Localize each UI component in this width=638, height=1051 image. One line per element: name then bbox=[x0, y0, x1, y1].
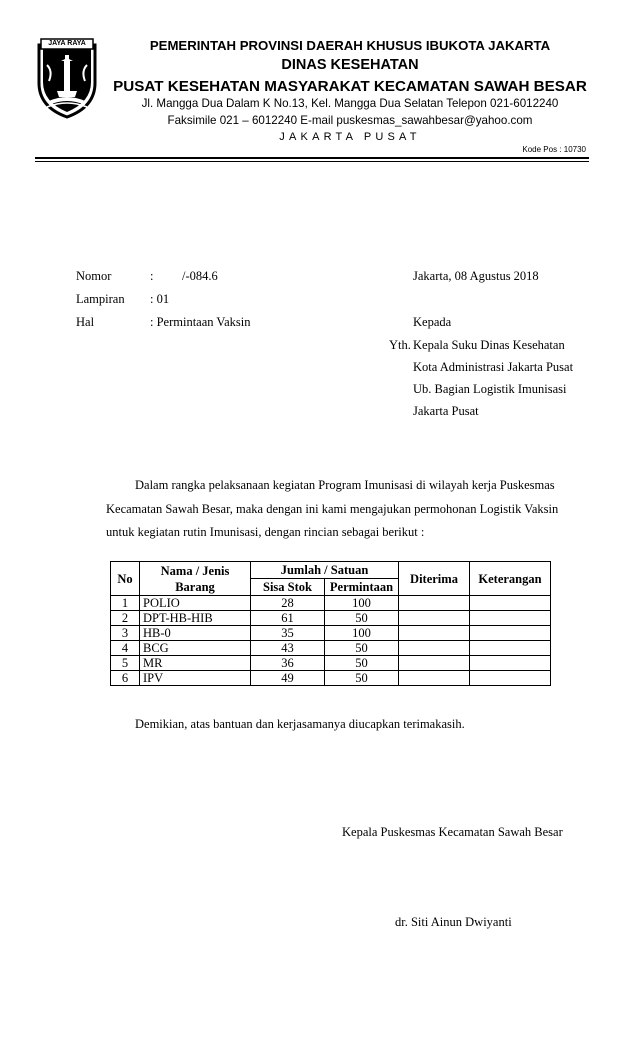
letterhead-divider-thin bbox=[35, 161, 589, 162]
lampiran-value: : 01 bbox=[150, 292, 170, 306]
letterhead-divider-thick bbox=[35, 157, 589, 159]
cell-diterima bbox=[399, 641, 470, 656]
cell-keterangan bbox=[470, 626, 551, 641]
cell-diterima bbox=[399, 611, 470, 626]
header-no: No bbox=[111, 562, 140, 596]
header-sisa-stok: Sisa Stok bbox=[251, 579, 325, 596]
cell-sisa-stok: 43 bbox=[251, 641, 325, 656]
nomor-value: /-084.6 bbox=[182, 269, 218, 283]
table-row bbox=[111, 611, 551, 626]
cell-nama: IPV bbox=[140, 671, 251, 686]
header-diterima: Diterima bbox=[399, 562, 470, 596]
cell-diterima bbox=[399, 656, 470, 671]
cell-sisa-stok: 36 bbox=[251, 656, 325, 671]
cell-sisa-stok: 49 bbox=[251, 671, 325, 686]
table-row bbox=[111, 656, 551, 671]
cell-diterima bbox=[399, 671, 470, 686]
place-date: Jakarta, 08 Agustus 2018 bbox=[413, 269, 539, 283]
cell-nama: BCG bbox=[140, 641, 251, 656]
header-jumlah-satuan: Jumlah / Satuan bbox=[251, 562, 399, 579]
jakarta-coat-of-arms-logo bbox=[35, 35, 99, 119]
body-line-1: Dalam rangka pelaksanaan kegiatan Program Imunisasi di wilayah kerja Puskesmas bbox=[135, 478, 555, 492]
letterhead-fax-email: Faksimile 021 – 6012240 E-mail puskesmas_sawahbesar@yahoo.com bbox=[167, 114, 533, 127]
cell-permintaan: 50 bbox=[325, 611, 399, 626]
table-row bbox=[111, 641, 551, 656]
cell-sisa-stok: 28 bbox=[251, 596, 325, 611]
cell-diterima bbox=[399, 596, 470, 611]
signature-name: dr. Siti Ainun Dwiyanti bbox=[395, 915, 512, 929]
cell-permintaan: 50 bbox=[325, 671, 399, 686]
hal-label: Hal bbox=[76, 315, 95, 329]
cell-keterangan bbox=[470, 671, 551, 686]
cell-permintaan: 100 bbox=[325, 596, 399, 611]
letterhead-city: JAKARTA PUSAT bbox=[279, 131, 421, 143]
table-header-row bbox=[111, 562, 551, 579]
header-keterangan: Keterangan bbox=[470, 562, 551, 596]
cell-no: 2 bbox=[111, 611, 140, 626]
hal-value: : Permintaan Vaksin bbox=[150, 315, 251, 329]
letterhead-agency: DINAS KESEHATAN bbox=[281, 57, 419, 73]
recipient-kepada: Kepada bbox=[413, 315, 452, 329]
cell-keterangan bbox=[470, 596, 551, 611]
cell-permintaan: 100 bbox=[325, 626, 399, 641]
cell-nama: MR bbox=[140, 656, 251, 671]
cell-no: 5 bbox=[111, 656, 140, 671]
cell-sisa-stok: 35 bbox=[251, 626, 325, 641]
closing-sentence: Demikian, atas bantuan dan kerjasamanya diucapkan terimakasih. bbox=[135, 717, 465, 731]
cell-no: 4 bbox=[111, 641, 140, 656]
cell-no: 1 bbox=[111, 596, 140, 611]
cell-permintaan: 50 bbox=[325, 656, 399, 671]
table-row bbox=[111, 671, 551, 686]
recipient-line-4: Jakarta Pusat bbox=[413, 404, 479, 418]
table-row bbox=[111, 626, 551, 641]
nomor-colon: : bbox=[150, 269, 154, 283]
logo-lettering: JAYA RAYA bbox=[48, 40, 86, 47]
vaccine-request-table bbox=[110, 561, 551, 686]
recipient-yth: Yth. bbox=[389, 338, 411, 352]
body-line-3: untuk kegiatan rutin Imunisasi, dengan rincian sebagai berikut : bbox=[106, 525, 425, 539]
body-line-2: Kecamatan Sawah Besar, maka dengan ini kami mengajukan permohonan Logistik Vaksin bbox=[106, 502, 559, 516]
cell-keterangan bbox=[470, 641, 551, 656]
cell-nama: DPT-HB-HIB bbox=[140, 611, 251, 626]
header-permintaan: Permintaan bbox=[325, 579, 399, 596]
table-row bbox=[111, 596, 551, 611]
cell-nama: HB-0 bbox=[140, 626, 251, 641]
nomor-label: Nomor bbox=[76, 269, 112, 283]
letterhead-government: PEMERINTAH PROVINSI DAERAH KHUSUS IBUKOTA JAKARTA bbox=[149, 38, 551, 53]
header-nama-line-2: Barang bbox=[175, 579, 215, 594]
cell-sisa-stok: 61 bbox=[251, 611, 325, 626]
lampiran-label: Lampiran bbox=[76, 292, 125, 306]
header-nama-line-1: Nama / Jenis bbox=[160, 563, 230, 578]
cell-nama: POLIO bbox=[140, 596, 251, 611]
postal-code: Kode Pos : 10730 bbox=[522, 145, 586, 154]
recipient-line-3: Ub. Bagian Logistik Imunisasi bbox=[413, 382, 567, 396]
cell-keterangan bbox=[470, 656, 551, 671]
letterhead-address: Jl. Mangga Dua Dalam K No.13, Kel. Mangga Dua Selatan Telepon 021-6012240 bbox=[141, 97, 559, 110]
letterhead-institution: PUSAT KESEHATAN MASYARAKAT KECAMATAN SAWAH BESAR bbox=[113, 78, 587, 95]
cell-no: 3 bbox=[111, 626, 140, 641]
cell-no: 6 bbox=[111, 671, 140, 686]
cell-diterima bbox=[399, 626, 470, 641]
cell-keterangan bbox=[470, 611, 551, 626]
signature-title: Kepala Puskesmas Kecamatan Sawah Besar bbox=[342, 825, 563, 839]
cell-permintaan: 50 bbox=[325, 641, 399, 656]
recipient-line-2: Kota Administrasi Jakarta Pusat bbox=[413, 360, 574, 374]
recipient-line-1: Kepala Suku Dinas Kesehatan bbox=[413, 338, 565, 352]
header-nama-jenis-barang bbox=[140, 562, 251, 596]
